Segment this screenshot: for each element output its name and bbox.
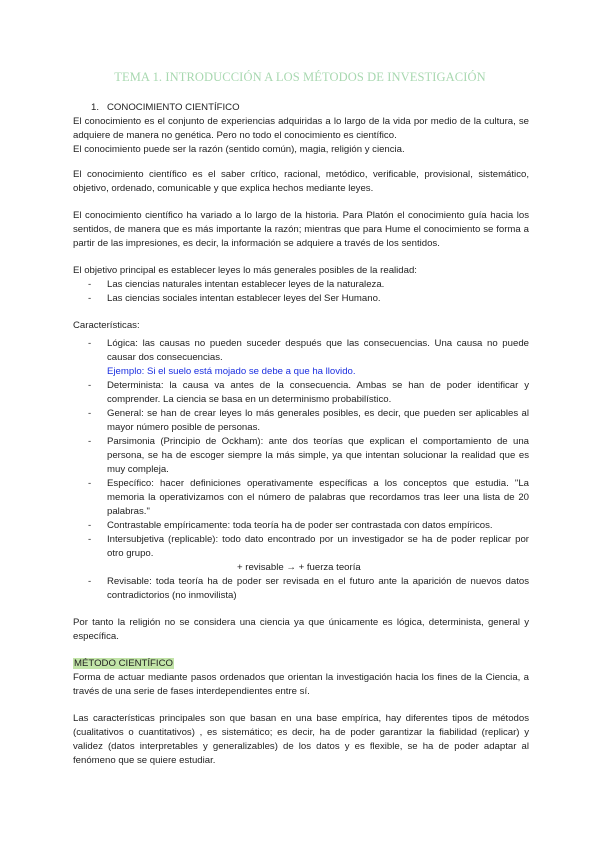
list-item: - General: se han de crear leyes lo más generales posibles, es decir, que pueden ser aplicables al mayor número posible de personas.	[73, 407, 529, 435]
page-title: TEMA 1. INTRODUCCIÓN A LOS MÉTODOS DE INVESTIGACIÓN	[114, 70, 486, 84]
paragraph-saber: El conocimiento científico es el saber crítico, racional, metódico, verificable, provisional, sistemático, objetivo, ordenado, comunicable y que explica hechos mediante leyes.	[73, 169, 529, 194]
list-item: - Parsimonia (Principio de Ockham): ante dos teorías que explican el comportamiento de una persona, se ha de escoger siempre la más simple, ya que intentan solucionar la realidad que es muy compleja.	[73, 435, 529, 477]
list-item: - Específico: hacer definiciones operativamente específicas a los conceptos que estudia. "La memoria la operativizamos con el número de palabras que recordamos tras leer una lista de 20 palabras."	[73, 477, 529, 519]
section-heading-text: CONOCIMIENTO CIENTÍFICO	[107, 102, 240, 113]
paragraph-metodo-caracteristicas: Las características principales son que basan en una base empírica, hay diferentes tipos de métodos (cualitativos o cuantitativos) , es sistemático; es decir, ha de poder garantizar la fiabilidad (replicar) y validez (datos interpretables y generalizables) de los datos y es flexible, se ha de poder adaptar al fenómeno que se quiere estudiar.	[73, 713, 529, 766]
paragraph-tipos: El conocimiento puede ser la razón (sentido común), magia, religión y ciencia.	[73, 144, 405, 155]
highlighted-heading: MÉTODO CIENTÍFICO	[74, 658, 173, 669]
caracteristicas-list	[73, 337, 529, 561]
list-item: - Contrastable empíricamente: toda teoría ha de poder ser contrastada con datos empíricos.	[73, 519, 529, 533]
section-heading-metodo	[73, 657, 529, 671]
paragraph-historia: El conocimiento científico ha variado a lo largo de la historia. Para Platón el conocimiento guía hacia los sentidos, de manera que es más importante la razón; mientras que para Hume el conocimiento se forma a partir de las impresiones, es decir, la información se adquiere a través de los sentidos.	[73, 210, 529, 249]
paragraph-metodo-definicion: Forma de actuar mediante pasos ordenados que orientan la investigación hacia los fines de la Ciencia, a través de una serie de fases interdependientes entre sí.	[73, 672, 529, 697]
paragraph-objetivo: El objetivo principal es establecer leyes lo más generales posibles de la realidad:	[73, 265, 417, 276]
caracteristicas-label: Características:	[73, 320, 140, 331]
paragraph-definition: El conocimiento es el conjunto de experiencias adquiridas a lo largo de la vida por medio de la cultura, se adquiere de manera no genética. Pero no todo el conocimiento es científico.	[73, 116, 529, 141]
list-item-text: Lógica: las causas no pueden suceder después que las consecuencias. Una causa no puede causar dos consecuencias.	[107, 338, 529, 363]
objetivo-list	[73, 278, 529, 306]
example-text: Ejemplo: Si el suelo está mojado se debe a que ha llovido.	[107, 366, 356, 377]
revisable-list	[73, 575, 529, 603]
document-body	[73, 101, 529, 768]
list-item: - Intersubjetiva (replicable): todo dato encontrado por un investigador se ha de poder replicar por otro grupo.	[73, 533, 529, 561]
section-number: 1.	[91, 102, 100, 113]
list-item	[73, 337, 529, 379]
list-item: - Revisable: toda teoría ha de poder ser revisada en el futuro ante la aparición de nuevos datos contradictorios (no inmovilista)	[73, 575, 529, 603]
list-item: - Las ciencias naturales intentan establecer leyes de la naturaleza.	[73, 278, 529, 292]
list-item: - Las ciencias sociales intentan establecer leyes del Ser Humano.	[73, 292, 529, 306]
list-item: - Determinista: la causa va antes de la consecuencia. Ambas se han de poder identificar y comprender. La ciencia se basa en un determinismo probabilístico.	[73, 379, 529, 407]
formula-line: + revisable → + fuerza teoría	[237, 562, 361, 573]
paragraph-conclusion: Por tanto la religión no se considera una ciencia ya que únicamente es lógica, determinista, general y específica.	[73, 617, 529, 642]
section-heading-conocimiento	[73, 101, 529, 115]
